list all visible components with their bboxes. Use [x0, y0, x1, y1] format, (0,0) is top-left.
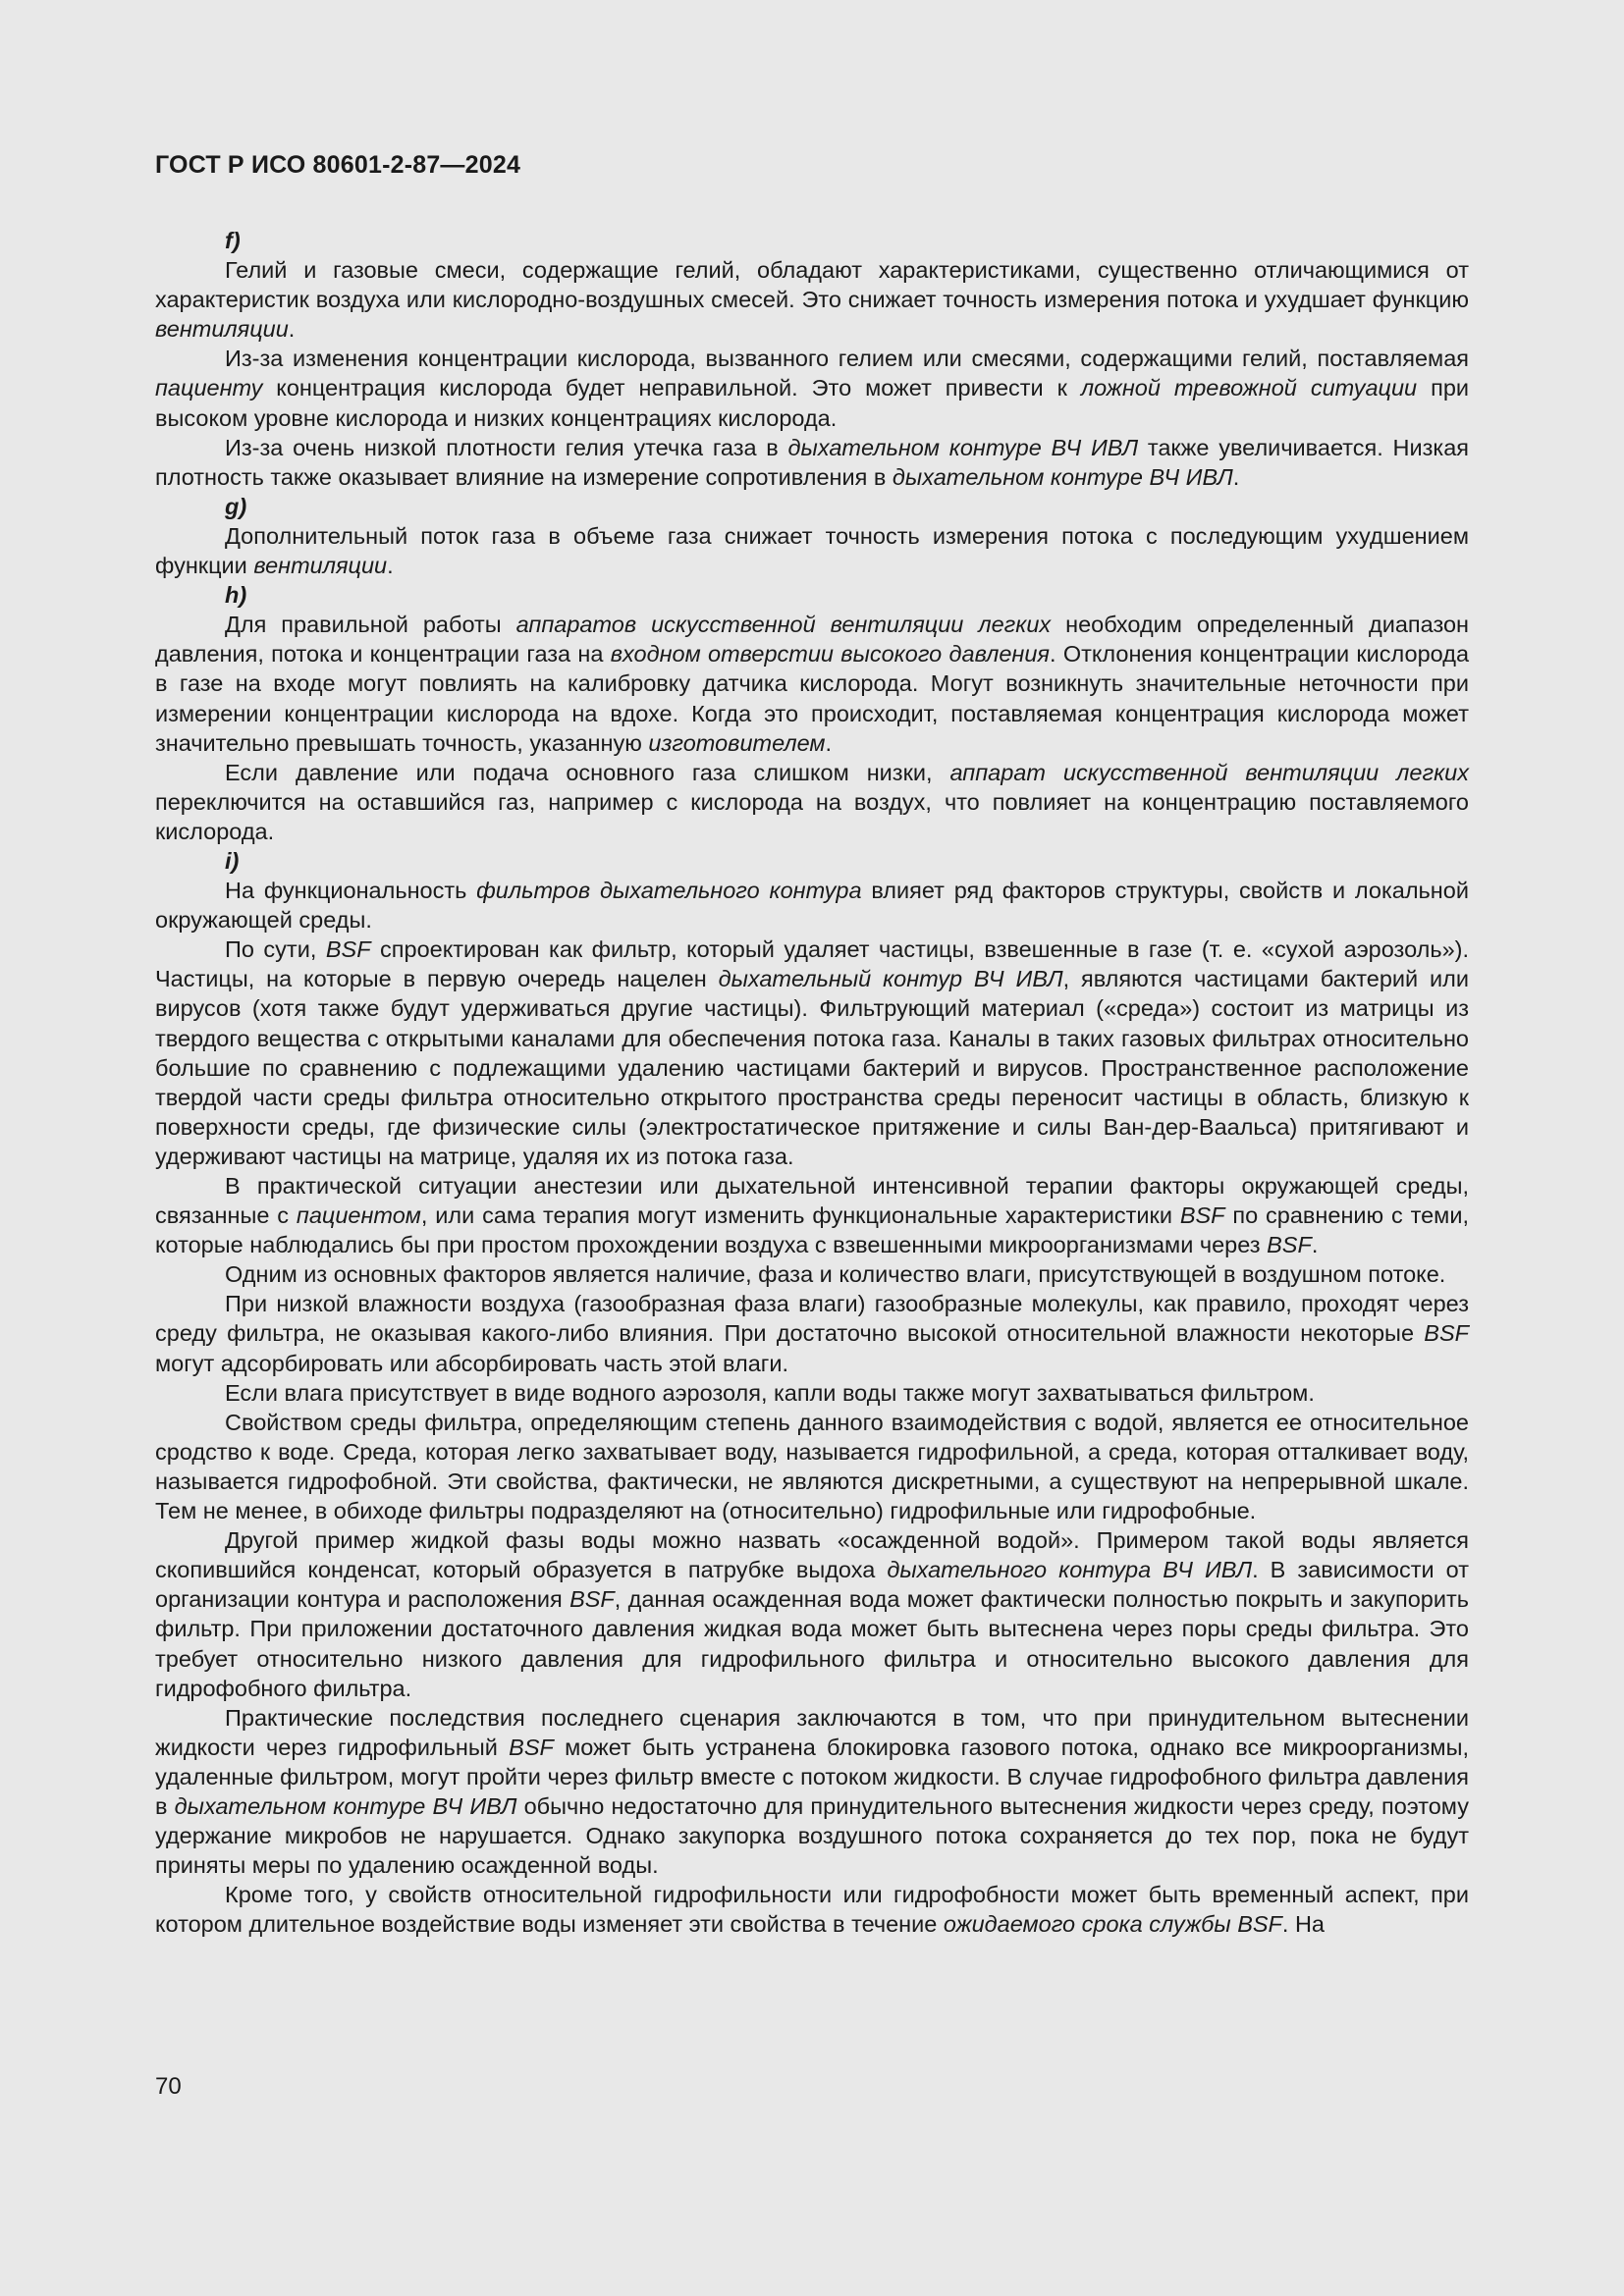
- paragraph: Дополнительный поток газа в объеме газа снижает точность измерения потока с последующим ухудшением функции вентиляции.: [155, 522, 1469, 579]
- paragraph: Кроме того, у свойств относительной гидрофильности или гидрофобности может быть временный аспект, при котором длительное воздействие воды изменяет эти свойства в течение ожидаемого срока службы BSF. На: [155, 1882, 1469, 1938]
- page-number: 70: [155, 2073, 182, 2100]
- list-item-label: f): [225, 228, 241, 253]
- paragraph: Свойством среды фильтра, определяющим степень данного взаимодействия с водой, является ее относительное сродство к воде. Среда, которая легко захватывает воду, называется гидрофильной, а среда, которая отталкивает воду, называется гидрофобной. Эти свойства, фактически, не являются дискретными, а существуют на непрерывной шкале. Тем не менее, в обиходе фильтры подразделяют на (относительно) гидрофильные или гидрофобные.: [155, 1409, 1469, 1524]
- list-item-label: g): [225, 493, 247, 519]
- paragraph: Из-за изменения концентрации кислорода, вызванного гелием или смесями, содержащими гелий, поставляемая пациенту концентрация кислорода будет неправильной. Это может привести к ложной тревожной ситуации при высоком уровне кислорода и низких концентрациях кислорода.: [155, 346, 1470, 431]
- paragraph: При низкой влажности воздуха (газообразная фаза влаги) газообразные молекулы, как правило, проходят через среду фильтра, не оказывая какого-либо влияния. При достаточно высокой относительной влажности некоторые BSF могут адсорбировать или абсорбировать часть этой влаги.: [155, 1291, 1469, 1376]
- paragraph: Если влага присутствует в виде водного аэрозоля, капли воды также могут захватываться фильтром.: [225, 1379, 1315, 1406]
- list-item-label: h): [225, 582, 247, 609]
- paragraph: На функциональность фильтров дыхательного контура влияет ряд факторов структуры, свойств и локальной окружающей среды.: [155, 878, 1469, 934]
- list-item-label: i): [225, 847, 240, 874]
- body-text: [155, 226, 1469, 1939]
- paragraph: Одним из основных факторов является наличие, фаза и количество влаги, присутствующей в воздушном потоке.: [225, 1261, 1446, 1288]
- document-header: ГОСТ Р ИСО 80601-2-87—2024: [155, 151, 521, 179]
- paragraph: Другой пример жидкой фазы воды можно назвать «осажденной водой». Примером такой воды является скопившийся конденсат, который образуется в патрубке выдоха дыхательного контура ВЧ ИВЛ. В зависимости от организации контура и расположения BSF, данная осажденная вода может фактически полностью покрыть и закупорить фильтр. При приложении достаточного давления жидкая вода может быть вытеснена через поры среды фильтра. Это требует относительно низкого давления для гидрофильного фильтра и относительно высокого давления для гидрофобного фильтра.: [155, 1527, 1469, 1701]
- paragraph: По сути, BSF спроектирован как фильтр, который удаляет частицы, взвешенные в газе (т. е. «сухой аэрозоль»). Частицы, на которые в первую очередь нацелен дыхательный контур ВЧ ИВЛ, являются частицами бактерий или вирусов (хотя также будут удерживаться другие частицы). Фильтрующий материал («среда») состоит из матрицы из твердого вещества с открытыми каналами для обеспечения потока газа. Каналы в таких газовых фильтрах относительно большие по сравнению с подлежащими удалению частицами бактерий и вирусов. Пространственное расположение твердой части среды фильтра относительно открытого пространства среды переносит частицы в область, близкую к поверхности среды, где физические силы (электростатическое притяжение и силы Ван-дер-Ваальса) притягивают и удерживают частицы на матрице, удаляя их из потока газа.: [155, 936, 1470, 1169]
- paragraph: Практические последствия последнего сценария заключаются в том, что при принудительном вытеснении жидкости через гидрофильный BSF может быть устранена блокировка газового потока, однако все микроорганизмы, удаленные фильтром, могут пройти через фильтр вместе с потоком жидкости. В случае гидрофобного фильтра давления в дыхательном контуре ВЧ ИВЛ обычно недостаточно для принудительного вытеснения жидкости через среду, поэтому удержание микробов не нарушается. Однако закупорка воздушного потока сохраняется до тех пор, пока не будут приняты меры по удалению осажденной воды.: [155, 1704, 1469, 1879]
- paragraph: Для правильной работы аппаратов искусственной вентиляции легких необходим определенный диапазон давления, потока и концентрации газа на входном отверстии высокого давления. Отклонения концентрации кислорода в газе на входе могут повлиять на калибровку датчика кислорода. Могут возникнуть значительные неточности при измерении концентрации кислорода на вдохе. Когда это происходит, поставляемая концентрация кислорода может значительно превышать точность, указанную изготовителем.: [155, 612, 1470, 756]
- paragraph: Из-за очень низкой плотности гелия утечка газа в дыхательном контуре ВЧ ИВЛ также увеличивается. Низкая плотность также оказывает влияние на измерение сопротивления в дыхательном контуре ВЧ ИВЛ.: [155, 434, 1469, 490]
- paragraph: Гелий и газовые смеси, содержащие гелий, обладают характеристиками, существенно отличающимися от характеристик воздуха или кислородно-воздушных смесей. Это снижает точность измерения потока и ухудшает функцию вентиляции.: [155, 257, 1469, 343]
- paragraph: В практической ситуации анестезии или дыхательной интенсивной терапии факторы окружающей среды, связанные с пациентом, или сама терапия могут изменить функциональные характеристики BSF по сравнению с теми, которые наблюдались бы при простом прохождении воздуха с взвешенными микроорганизмами через BSF.: [155, 1173, 1469, 1258]
- paragraph: Если давление или подача основного газа слишком низки, аппарат искусственной вентиляции легких переключится на оставшийся газ, например с кислорода на воздух, что повлияет на концентрацию поставляемого кислорода.: [155, 759, 1469, 844]
